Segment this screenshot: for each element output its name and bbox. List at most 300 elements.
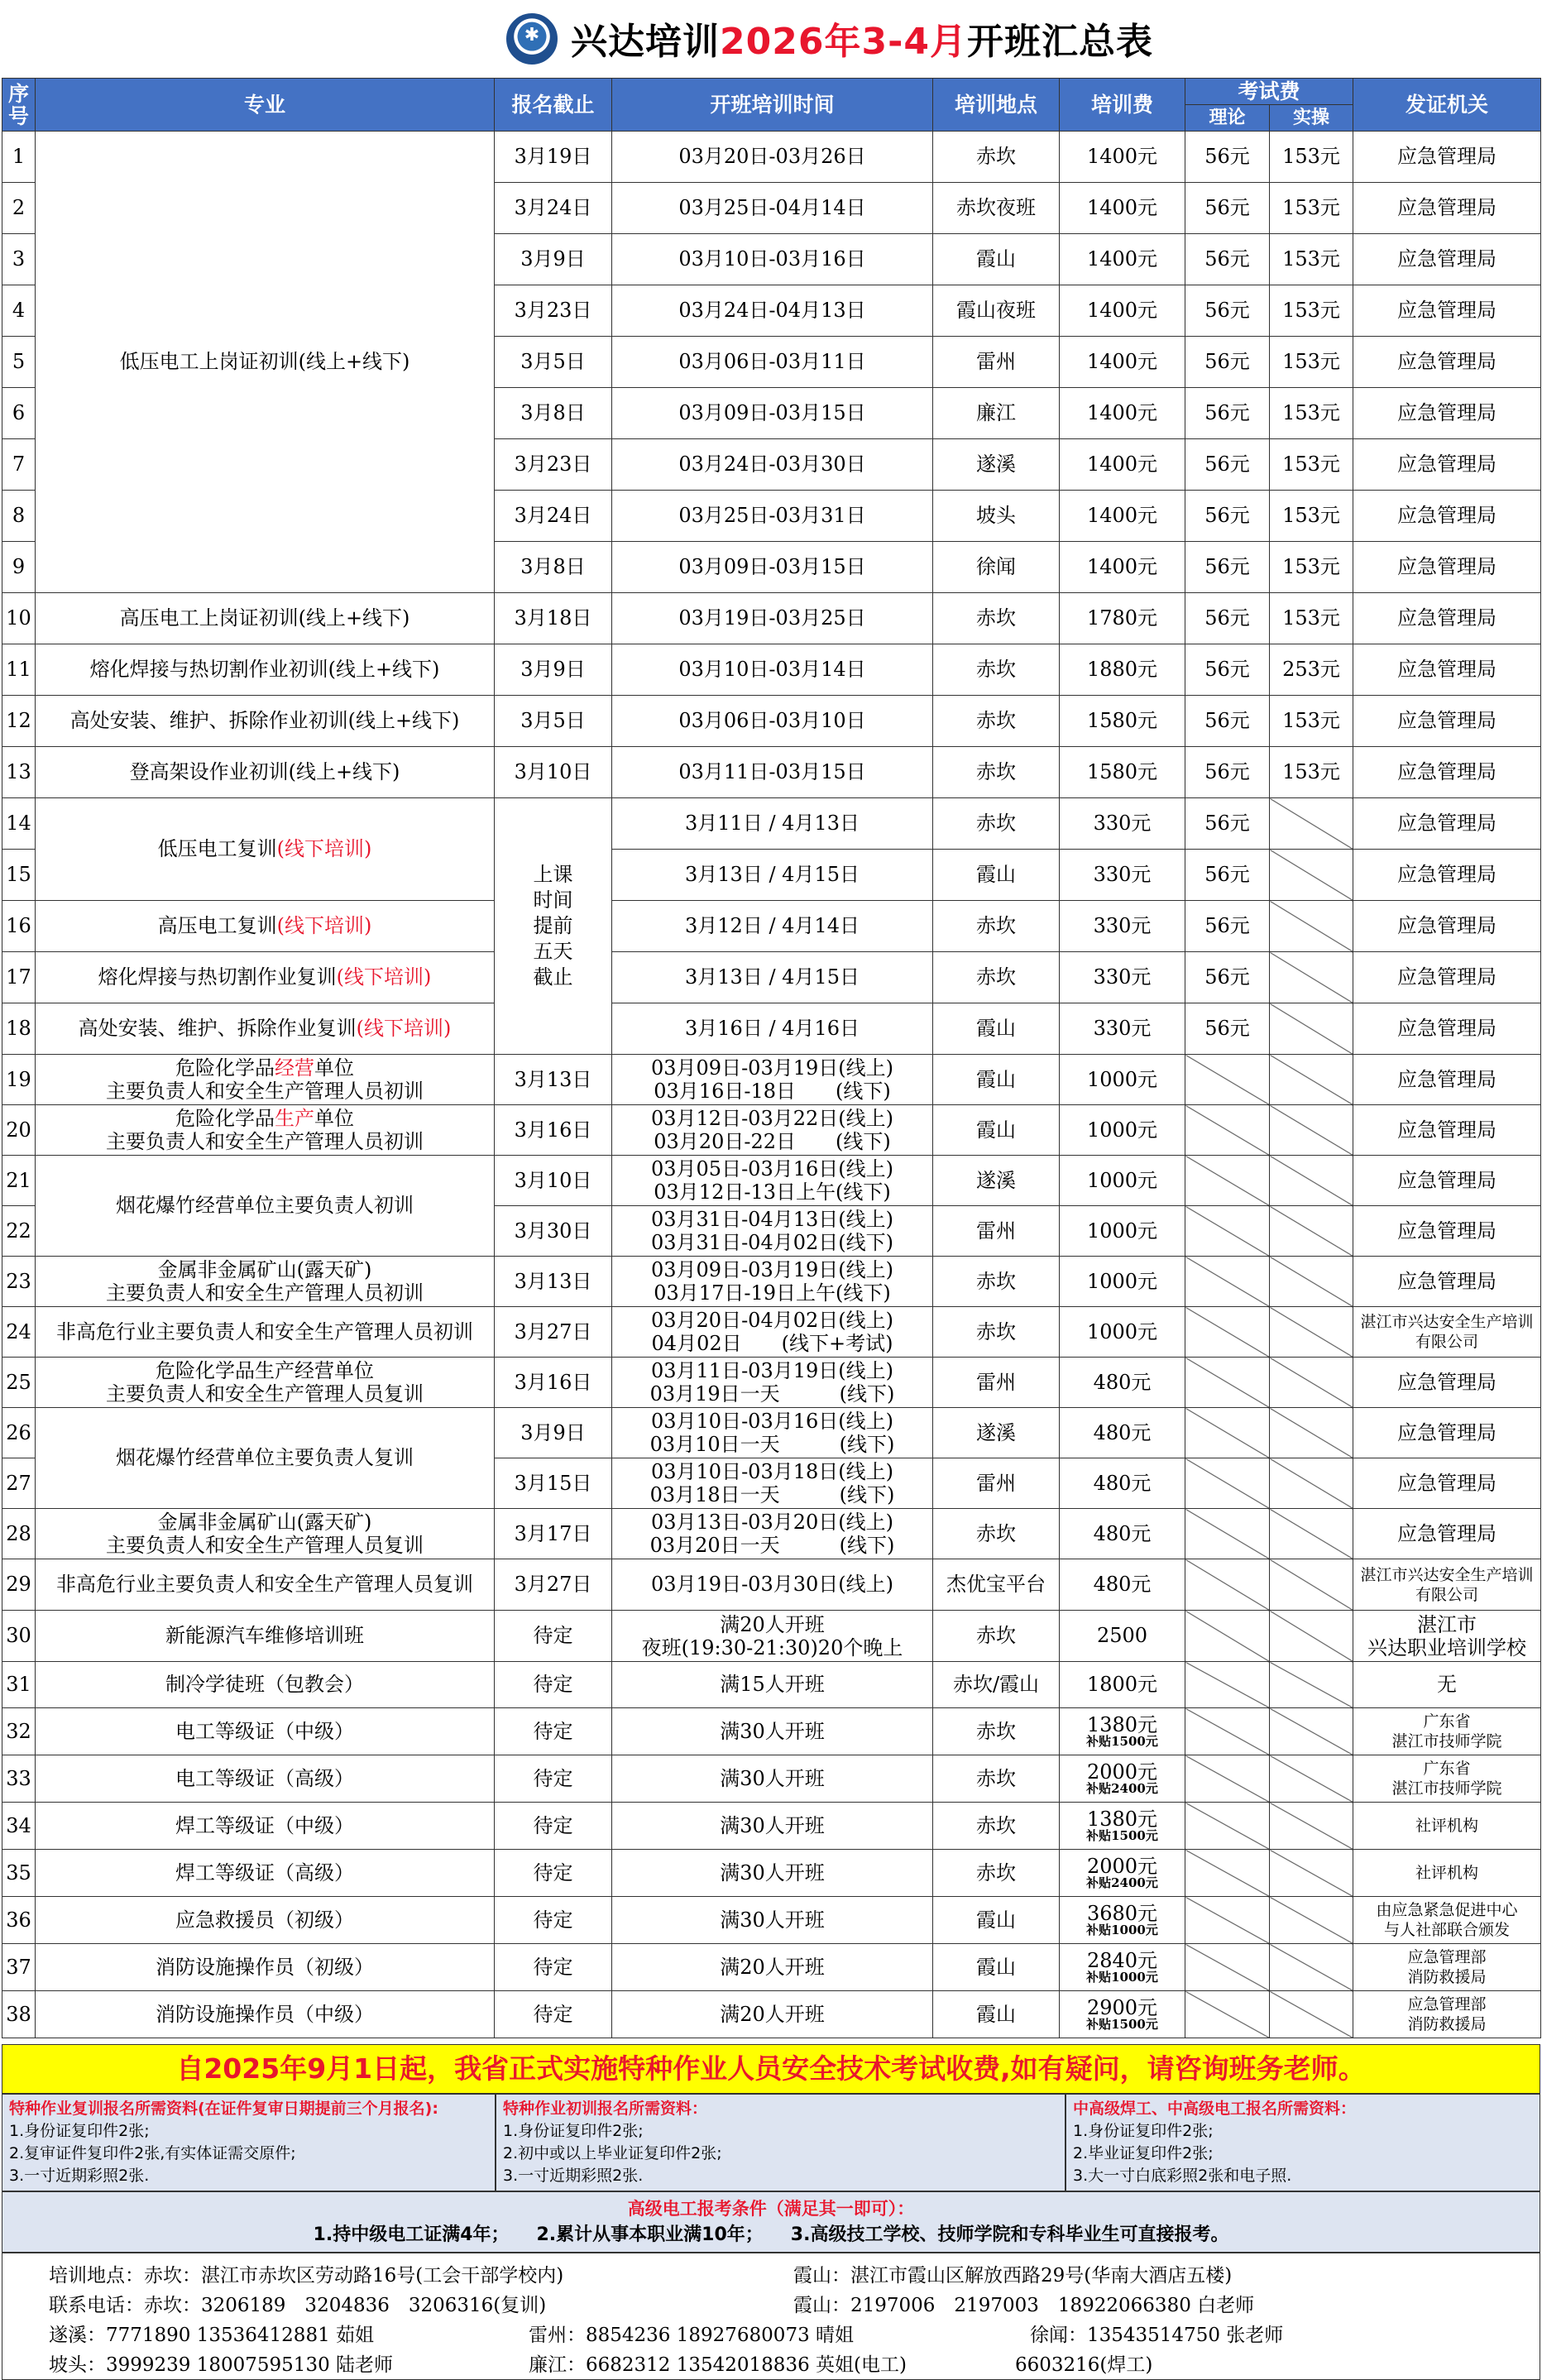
phone-chikan: 联系电话：赤坎：3206189 3204836 3206316(复训) xyxy=(49,2295,547,2316)
deadline-cell: 待定 xyxy=(495,1850,612,1897)
time-cell: 03月10日-03月18日(线上) 03月18日一天 (线下) xyxy=(612,1458,933,1509)
empty-cell xyxy=(1270,901,1353,952)
location-cell: 遂溪 xyxy=(933,1408,1060,1458)
time-cell: 03月31日-04月13日(线上) 03月31日-04月02日(线下) xyxy=(612,1206,933,1257)
time-cell: 满30人开班 xyxy=(612,1897,933,1944)
fee-cell: 330元 xyxy=(1060,901,1185,952)
header-seq: 序号 xyxy=(2,79,36,132)
seq-cell: 8 xyxy=(2,491,36,542)
seq-cell: 2 xyxy=(2,183,36,234)
table-row xyxy=(2,1897,1541,1944)
deadline-cell: 3月8日 xyxy=(495,388,612,439)
table-row xyxy=(2,1559,1541,1611)
empty-cell xyxy=(1270,1458,1353,1509)
empty-cell xyxy=(1270,1611,1353,1662)
deadline-cell: 待定 xyxy=(495,1611,612,1662)
requirements-retrain xyxy=(2,2094,496,2191)
deadline-cell: 3月24日 xyxy=(495,491,612,542)
location-cell: 遂溪 xyxy=(933,1156,1060,1206)
deadline-cell: 3月15日 xyxy=(495,1458,612,1509)
requirement-item: 2.毕业证复印件2张; xyxy=(1073,2144,1214,2162)
deadline-cell: 3月9日 xyxy=(495,1408,612,1458)
seq-cell: 22 xyxy=(2,1206,36,1257)
time-cell: 03月06日-03月11日 xyxy=(612,337,933,388)
issuer-cell: 应急管理局 xyxy=(1353,1257,1541,1307)
fee-cell: 330元 xyxy=(1060,850,1185,901)
issuer-cell: 湛江市兴达安全生产培训有限公司 xyxy=(1353,1559,1541,1611)
deadline-cell: 3月23日 xyxy=(495,285,612,337)
time-cell: 03月09日-03月15日 xyxy=(612,542,933,593)
empty-cell xyxy=(1270,1257,1353,1307)
requirements-grade xyxy=(1066,2094,1540,2191)
location-cell: 廉江 xyxy=(933,388,1060,439)
course-cell: 危险化学品经营单位 主要负责人和安全生产管理人员初训 xyxy=(36,1055,495,1105)
time-cell: 03月05日-03月16日(线上) 03月12日-13日上午(线下) xyxy=(612,1156,933,1206)
schedule-table xyxy=(2,78,1541,2038)
location-cell: 徐闻 xyxy=(933,542,1060,593)
fee-cell: 1380元 补贴1500元 xyxy=(1060,1803,1185,1850)
location-cell: 赤坎 xyxy=(933,1850,1060,1897)
issuer-cell: 应急管理局 xyxy=(1353,1003,1541,1055)
requirement-item: 3.大一寸白底彩照2张和电子照. xyxy=(1073,2167,1292,2185)
seq-cell: 1 xyxy=(2,132,36,183)
empty-cell xyxy=(1185,1803,1270,1850)
issuer-cell: 应急管理部 消防救援局 xyxy=(1353,1991,1541,2038)
seq-cell: 27 xyxy=(2,1458,36,1509)
fee-cell: 1380元 补贴1500元 xyxy=(1060,1708,1185,1755)
practice-cell: 153元 xyxy=(1270,285,1353,337)
phone-xuwen: 徐闻：13543514750 张老师 xyxy=(1030,2325,1284,2346)
theory-cell: 56元 xyxy=(1185,542,1270,593)
location-cell: 赤坎 xyxy=(933,952,1060,1003)
empty-cell xyxy=(1270,1559,1353,1611)
issuer-cell: 应急管理局 xyxy=(1353,1156,1541,1206)
issuer-cell: 应急管理局 xyxy=(1353,1358,1541,1408)
empty-cell xyxy=(1185,1755,1270,1803)
table-row xyxy=(2,1944,1541,1991)
practice-cell: 153元 xyxy=(1270,388,1353,439)
header-row xyxy=(2,79,1541,105)
practice-cell: 153元 xyxy=(1270,747,1353,798)
time-cell: 3月13日 / 4月15日 xyxy=(612,850,933,901)
time-cell: 03月24日-04月13日 xyxy=(612,285,933,337)
practice-cell: 153元 xyxy=(1270,132,1353,183)
deadline-cell: 3月16日 xyxy=(495,1105,612,1156)
practice-cell: 153元 xyxy=(1270,337,1353,388)
header-course: 专业 xyxy=(36,79,495,132)
time-cell: 03月20日-03月26日 xyxy=(612,132,933,183)
requirement-item: 1.身份证复印件2张; xyxy=(1073,2122,1214,2140)
location-chikan: 培训地点：赤坎：湛江市赤坎区劳动路16号(工会干部学校内) xyxy=(49,2265,564,2287)
table-row xyxy=(2,1307,1541,1358)
practice-cell: 153元 xyxy=(1270,439,1353,491)
theory-cell: 56元 xyxy=(1185,901,1270,952)
practice-cell: 153元 xyxy=(1270,491,1353,542)
time-cell: 03月19日-03月30日(线上) xyxy=(612,1559,933,1611)
empty-cell xyxy=(1185,1105,1270,1156)
table-row xyxy=(2,1257,1541,1307)
issuer-cell: 社评机构 xyxy=(1353,1850,1541,1897)
deadline-cell: 待定 xyxy=(495,1803,612,1850)
deadline-cell: 3月24日 xyxy=(495,183,612,234)
table-row xyxy=(2,1708,1541,1755)
course-cell: 高压电工上岗证初训(线上+线下) xyxy=(36,593,495,644)
fee-cell: 1800元 xyxy=(1060,1662,1185,1708)
theory-cell: 56元 xyxy=(1185,337,1270,388)
location-cell: 雷州 xyxy=(933,1206,1060,1257)
deadline-cell: 3月13日 xyxy=(495,1055,612,1105)
deadline-cell: 3月8日 xyxy=(495,542,612,593)
fee-cell: 1780元 xyxy=(1060,593,1185,644)
empty-cell xyxy=(1270,1156,1353,1206)
course-cell: 电工等级证（高级） xyxy=(36,1755,495,1803)
time-cell: 03月09日-03月19日(线上) 03月17日-19日上午(线下) xyxy=(612,1257,933,1307)
seq-cell: 15 xyxy=(2,850,36,901)
issuer-cell: 应急管理局 xyxy=(1353,952,1541,1003)
location-cell: 雷州 xyxy=(933,1358,1060,1408)
location-cell: 赤坎 xyxy=(933,1803,1060,1850)
time-cell: 03月19日-03月25日 xyxy=(612,593,933,644)
issuer-cell: 广东省 湛江市技师学院 xyxy=(1353,1755,1541,1803)
course-cell: 熔化焊接与热切割作业初训(线上+线下) xyxy=(36,644,495,696)
theory-cell: 56元 xyxy=(1185,234,1270,285)
location-cell: 赤坎 xyxy=(933,1708,1060,1755)
deadline-cell: 3月5日 xyxy=(495,337,612,388)
theory-cell: 56元 xyxy=(1185,491,1270,542)
location-cell: 赤坎 xyxy=(933,1509,1060,1559)
time-cell: 03月06日-03月10日 xyxy=(612,696,933,747)
issuer-cell: 应急管理局 xyxy=(1353,1458,1541,1509)
seq-cell: 38 xyxy=(2,1991,36,2038)
theory-cell: 56元 xyxy=(1185,644,1270,696)
table-row xyxy=(2,1803,1541,1850)
course-cell: 电工等级证（中级） xyxy=(36,1708,495,1755)
seq-cell: 35 xyxy=(2,1850,36,1897)
fee-cell: 330元 xyxy=(1060,952,1185,1003)
requirement-item: 2.初中或以上毕业证复印件2张; xyxy=(503,2144,722,2162)
location-cell: 赤坎 xyxy=(933,593,1060,644)
time-cell: 满30人开班 xyxy=(612,1803,933,1850)
table-row xyxy=(2,132,1541,183)
requirement-item: 3.一寸近期彩照2张. xyxy=(9,2167,150,2185)
empty-cell xyxy=(1185,1055,1270,1105)
location-cell: 赤坎 xyxy=(933,644,1060,696)
phone-suixi: 遂溪：7771890 13536412881 茹姐 xyxy=(49,2325,375,2346)
empty-cell xyxy=(1270,1358,1353,1408)
time-cell: 03月13日-03月20日(线上) 03月20日一天 (线下) xyxy=(612,1509,933,1559)
seq-cell: 5 xyxy=(2,337,36,388)
table-row xyxy=(2,798,1541,850)
seq-cell: 18 xyxy=(2,1003,36,1055)
time-cell: 03月10日-03月14日 xyxy=(612,644,933,696)
seq-cell: 11 xyxy=(2,644,36,696)
empty-cell xyxy=(1270,1206,1353,1257)
course-cell: 熔化焊接与热切割作业复训(线下培训) xyxy=(36,952,495,1003)
deadline-cell: 3月18日 xyxy=(495,593,612,644)
time-cell: 满20人开班 xyxy=(612,1991,933,2038)
table-row xyxy=(2,1509,1541,1559)
location-xiashan: 霞山：湛江市霞山区解放西路29号(华南大酒店五楼) xyxy=(793,2265,1233,2287)
deadline-cell: 3月9日 xyxy=(495,644,612,696)
fee-cell: 1400元 xyxy=(1060,388,1185,439)
location-cell: 霞山夜班 xyxy=(933,285,1060,337)
seq-cell: 21 xyxy=(2,1156,36,1206)
time-cell: 03月10日-03月16日 xyxy=(612,234,933,285)
empty-cell xyxy=(1185,1307,1270,1358)
table-row xyxy=(2,901,1541,952)
course-cell: 焊工等级证（高级） xyxy=(36,1850,495,1897)
fee-cell: 1000元 xyxy=(1060,1055,1185,1105)
location-cell: 赤坎夜班 xyxy=(933,183,1060,234)
seq-cell: 24 xyxy=(2,1307,36,1358)
page-title: 兴达培训2026年3-4月开班汇总表 xyxy=(571,21,1153,63)
practice-cell: 153元 xyxy=(1270,234,1353,285)
issuer-cell: 应急管理局 xyxy=(1353,1509,1541,1559)
time-cell: 3月11日 / 4月13日 xyxy=(612,798,933,850)
header-location: 培训地点 xyxy=(933,79,1060,132)
issuer-cell: 应急管理局 xyxy=(1353,644,1541,696)
phone-xiashan: 霞山：2197006 2197003 18922066380 白老师 xyxy=(793,2295,1255,2316)
contact-info xyxy=(2,2253,1540,2380)
theory-cell: 56元 xyxy=(1185,798,1270,850)
issuer-cell: 应急管理局 xyxy=(1353,798,1541,850)
theory-cell: 56元 xyxy=(1185,747,1270,798)
issuer-cell: 应急管理局 xyxy=(1353,439,1541,491)
location-cell: 雷州 xyxy=(933,1458,1060,1509)
seq-cell: 10 xyxy=(2,593,36,644)
deadline-cell: 上课 时间 提前 五天 截止 xyxy=(495,798,612,1055)
table-row xyxy=(2,1991,1541,2038)
seq-cell: 30 xyxy=(2,1611,36,1662)
issuer-cell: 应急管理局 xyxy=(1353,901,1541,952)
empty-cell xyxy=(1270,952,1353,1003)
fee-cell: 480元 xyxy=(1060,1509,1185,1559)
time-cell: 03月11日-03月15日 xyxy=(612,747,933,798)
page-header xyxy=(0,0,1542,76)
location-cell: 赤坎 xyxy=(933,132,1060,183)
fee-cell: 3680元 补贴1000元 xyxy=(1060,1897,1185,1944)
time-cell: 满30人开班 xyxy=(612,1755,933,1803)
seq-cell: 14 xyxy=(2,798,36,850)
deadline-cell: 3月5日 xyxy=(495,696,612,747)
location-cell: 霞山 xyxy=(933,1991,1060,2038)
course-cell: 烟花爆竹经营单位主要负责人初训 xyxy=(36,1156,495,1257)
fee-cell: 2000元 补贴2400元 xyxy=(1060,1850,1185,1897)
deadline-cell: 3月27日 xyxy=(495,1559,612,1611)
issuer-cell: 应急管理局 xyxy=(1353,1408,1541,1458)
location-cell: 杰优宝平台 xyxy=(933,1559,1060,1611)
table-row xyxy=(2,1850,1541,1897)
header-deadline: 报名截止 xyxy=(495,79,612,132)
seq-cell: 4 xyxy=(2,285,36,337)
requirement-item: 1.身份证复印件2张; xyxy=(503,2122,644,2140)
fee-cell: 1400元 xyxy=(1060,183,1185,234)
seq-cell: 25 xyxy=(2,1358,36,1408)
fee-cell: 480元 xyxy=(1060,1358,1185,1408)
requirement-item: 3.一寸近期彩照2张. xyxy=(503,2167,644,2185)
empty-cell xyxy=(1185,1358,1270,1408)
table-row xyxy=(2,644,1541,696)
location-cell: 霞山 xyxy=(933,234,1060,285)
location-cell: 赤坎/霞山 xyxy=(933,1662,1060,1708)
deadline-cell: 待定 xyxy=(495,1662,612,1708)
table-row xyxy=(2,1755,1541,1803)
header-exam-fee: 考试费 xyxy=(1185,79,1353,105)
requirement-item: 1.身份证复印件2张; xyxy=(9,2122,150,2140)
empty-cell xyxy=(1185,1662,1270,1708)
location-cell: 霞山 xyxy=(933,1105,1060,1156)
fee-cell: 1580元 xyxy=(1060,747,1185,798)
theory-cell: 56元 xyxy=(1185,593,1270,644)
course-cell: 金属非金属矿山(露天矿) 主要负责人和安全生产管理人员复训 xyxy=(36,1509,495,1559)
course-cell: 金属非金属矿山(露天矿) 主要负责人和安全生产管理人员初训 xyxy=(36,1257,495,1307)
seq-cell: 6 xyxy=(2,388,36,439)
time-cell: 满20人开班 夜班(19:30-21:30)20个晚上 xyxy=(612,1611,933,1662)
seq-cell: 23 xyxy=(2,1257,36,1307)
fee-cell: 330元 xyxy=(1060,1003,1185,1055)
table-row xyxy=(2,747,1541,798)
course-cell: 高处安装、维护、拆除作业复训(线下培训) xyxy=(36,1003,495,1055)
fee-cell: 1000元 xyxy=(1060,1307,1185,1358)
time-cell: 03月25日-04月14日 xyxy=(612,183,933,234)
fee-cell: 2900元 补贴1500元 xyxy=(1060,1991,1185,2038)
fee-cell: 1400元 xyxy=(1060,132,1185,183)
requirements-initial xyxy=(496,2094,1066,2191)
course-cell: 低压电工复训(线下培训) xyxy=(36,798,495,901)
table-row xyxy=(2,1003,1541,1055)
practice-cell: 153元 xyxy=(1270,696,1353,747)
deadline-cell: 3月10日 xyxy=(495,747,612,798)
issuer-cell: 湛江市兴达安全生产培训有限公司 xyxy=(1353,1307,1541,1358)
empty-cell xyxy=(1270,1708,1353,1755)
location-cell: 霞山 xyxy=(933,1003,1060,1055)
phone-lianjiang-welding: 6603216(焊工) xyxy=(1015,2354,1153,2376)
fee-notice-banner: 自2025年9月1日起，我省正式实施特种作业人员安全技术考试收费,如有疑问，请咨询班务老师。 xyxy=(2,2044,1540,2094)
location-cell: 霞山 xyxy=(933,1897,1060,1944)
issuer-cell: 广东省 湛江市技师学院 xyxy=(1353,1708,1541,1755)
fee-cell: 1580元 xyxy=(1060,696,1185,747)
header-theory: 理论 xyxy=(1185,105,1270,132)
issuer-cell: 应急管理局 xyxy=(1353,234,1541,285)
location-cell: 赤坎 xyxy=(933,1755,1060,1803)
requirements-heading: 特种作业复训报名所需资料(在证件复审日期提前三个月报名): xyxy=(9,2100,438,2118)
time-cell: 满15人开班 xyxy=(612,1662,933,1708)
table-row xyxy=(2,1662,1541,1708)
course-cell: 高处安装、维护、拆除作业初训(线上+线下) xyxy=(36,696,495,747)
seq-cell: 32 xyxy=(2,1708,36,1755)
fee-cell: 1880元 xyxy=(1060,644,1185,696)
empty-cell xyxy=(1270,1991,1353,2038)
phone-potou: 坡头：3999239 18007595130 陆老师 xyxy=(49,2354,394,2376)
fee-cell: 1400元 xyxy=(1060,234,1185,285)
header-issuer: 发证机关 xyxy=(1353,79,1541,132)
issuer-cell: 应急管理局 xyxy=(1353,696,1541,747)
seq-cell: 26 xyxy=(2,1408,36,1458)
practice-cell: 153元 xyxy=(1270,542,1353,593)
empty-cell xyxy=(1270,1408,1353,1458)
empty-cell xyxy=(1185,1559,1270,1611)
seq-cell: 36 xyxy=(2,1897,36,1944)
deadline-cell: 3月16日 xyxy=(495,1358,612,1408)
advanced-body: 1.持中级电工证满4年； 2.累计从事本职业满10年； 3.高级技工学校、技师学院和专科毕业生可直接报考。 xyxy=(313,2224,1229,2245)
empty-cell xyxy=(1270,850,1353,901)
issuer-cell: 应急管理局 xyxy=(1353,1055,1541,1105)
course-cell: 焊工等级证（中级） xyxy=(36,1803,495,1850)
seq-cell: 33 xyxy=(2,1755,36,1803)
issuer-cell: 应急管理局 xyxy=(1353,183,1541,234)
theory-cell: 56元 xyxy=(1185,388,1270,439)
deadline-cell: 3月19日 xyxy=(495,132,612,183)
deadline-cell: 3月13日 xyxy=(495,1257,612,1307)
fee-cell: 330元 xyxy=(1060,798,1185,850)
location-cell: 雷州 xyxy=(933,337,1060,388)
practice-cell: 153元 xyxy=(1270,183,1353,234)
fee-cell: 2500 xyxy=(1060,1611,1185,1662)
location-cell: 霞山 xyxy=(933,1944,1060,1991)
header-time: 开班培训时间 xyxy=(612,79,933,132)
seq-cell: 34 xyxy=(2,1803,36,1850)
deadline-cell: 3月9日 xyxy=(495,234,612,285)
practice-cell: 153元 xyxy=(1270,593,1353,644)
time-cell: 满30人开班 xyxy=(612,1850,933,1897)
time-cell: 3月16日 / 4月16日 xyxy=(612,1003,933,1055)
course-cell: 新能源汽车维修培训班 xyxy=(36,1611,495,1662)
time-cell: 3月12日 / 4月14日 xyxy=(612,901,933,952)
fee-cell: 1400元 xyxy=(1060,337,1185,388)
time-cell: 03月24日-03月30日 xyxy=(612,439,933,491)
empty-cell xyxy=(1185,1408,1270,1458)
theory-cell: 56元 xyxy=(1185,1003,1270,1055)
issuer-cell: 应急管理局 xyxy=(1353,132,1541,183)
seq-cell: 31 xyxy=(2,1662,36,1708)
deadline-cell: 3月30日 xyxy=(495,1206,612,1257)
location-cell: 霞山 xyxy=(933,1055,1060,1105)
empty-cell xyxy=(1185,1611,1270,1662)
advanced-heading: 高级电工报考条件（满足其一即可）： xyxy=(627,2199,915,2219)
theory-cell: 56元 xyxy=(1185,132,1270,183)
issuer-cell: 无 xyxy=(1353,1662,1541,1708)
issuer-cell: 应急管理局 xyxy=(1353,1105,1541,1156)
fee-cell: 2000元 补贴2400元 xyxy=(1060,1755,1185,1803)
location-cell: 赤坎 xyxy=(933,901,1060,952)
empty-cell xyxy=(1185,1897,1270,1944)
time-cell: 满30人开班 xyxy=(612,1708,933,1755)
course-cell: 危险化学品生产经营单位 主要负责人和安全生产管理人员复训 xyxy=(36,1358,495,1408)
issuer-cell: 湛江市 兴达职业培训学校 xyxy=(1353,1611,1541,1662)
fee-cell: 1000元 xyxy=(1060,1257,1185,1307)
header-practice: 实操 xyxy=(1270,105,1353,132)
time-cell: 03月10日-03月16日(线上) 03月10日一天 (线下) xyxy=(612,1408,933,1458)
seq-cell: 13 xyxy=(2,747,36,798)
deadline-cell: 待定 xyxy=(495,1755,612,1803)
empty-cell xyxy=(1270,1509,1353,1559)
empty-cell xyxy=(1270,1055,1353,1105)
table-row xyxy=(2,1611,1541,1662)
theory-cell: 56元 xyxy=(1185,285,1270,337)
issuer-cell: 应急管理局 xyxy=(1353,285,1541,337)
table-row xyxy=(2,593,1541,644)
location-cell: 赤坎 xyxy=(933,1257,1060,1307)
fee-cell: 1400元 xyxy=(1060,491,1185,542)
fee-cell: 1400元 xyxy=(1060,439,1185,491)
course-cell: 非高危行业主要负责人和安全生产管理人员复训 xyxy=(36,1559,495,1611)
table-row xyxy=(2,1408,1541,1458)
course-cell: 非高危行业主要负责人和安全生产管理人员初训 xyxy=(36,1307,495,1358)
empty-cell xyxy=(1270,1944,1353,1991)
empty-cell xyxy=(1185,1708,1270,1755)
issuer-cell: 应急管理局 xyxy=(1353,337,1541,388)
issuer-cell: 应急管理局 xyxy=(1353,542,1541,593)
